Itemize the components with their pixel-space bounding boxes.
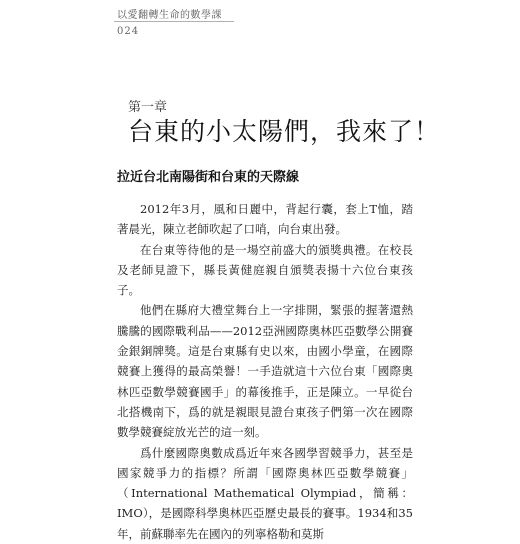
chapter-label: 第一章 — [128, 100, 168, 115]
paragraph: 爲什麼國際奧數成爲近年來各國學習競爭力，甚至是國家競爭力的指標？所謂「國際奧林匹亞數學競賽」（International Mathematical Olympiad，簡稱：IMO），是國際科學奧林匹亞歷史最長的賽事。1934和35年，前蘇聯率先在國內的列寧格勒和莫斯 — [117, 445, 413, 541]
chapter-title: 台東的小太陽們，我來了！ — [128, 117, 441, 146]
paragraph: 他們在縣府大禮堂舞台上一字排開，緊張的握著還熱騰騰的國際戰利品——2012亞洲國際奧林匹亞數學公開賽金銀銅牌獎。這是台東縣有史以來，由國小學童，在國際競賽上獲得的最高榮譽！一手造就這十六位台東「國際奧林匹亞數學競賽國手」的幕後推手，正是陳立。一早從台北搭機南下，爲的就是親眼見證台東孩子們第一次在國際數學競賽綻放光芒的這一刻。 — [117, 303, 413, 440]
header-rule — [114, 21, 234, 22]
page-number: 024 — [117, 26, 140, 37]
body-text — [117, 199, 413, 544]
paragraph: 2012年3月，風和日麗中，背起行囊，套上T恤，踏著晨光，陳立老師吹起了口哨，向台東出發。 — [117, 202, 413, 237]
section-heading: 拉近台北南陽街和台東的天際線 — [117, 170, 300, 185]
paragraph: 在台東等待他的是一場空前盛大的頒獎典禮。在校長及老師見證下，縣長黃健庭親自頒獎表揚十六位台東孩子。 — [117, 242, 413, 298]
running-head: 以愛翻轉生命的數學課 — [117, 10, 222, 21]
